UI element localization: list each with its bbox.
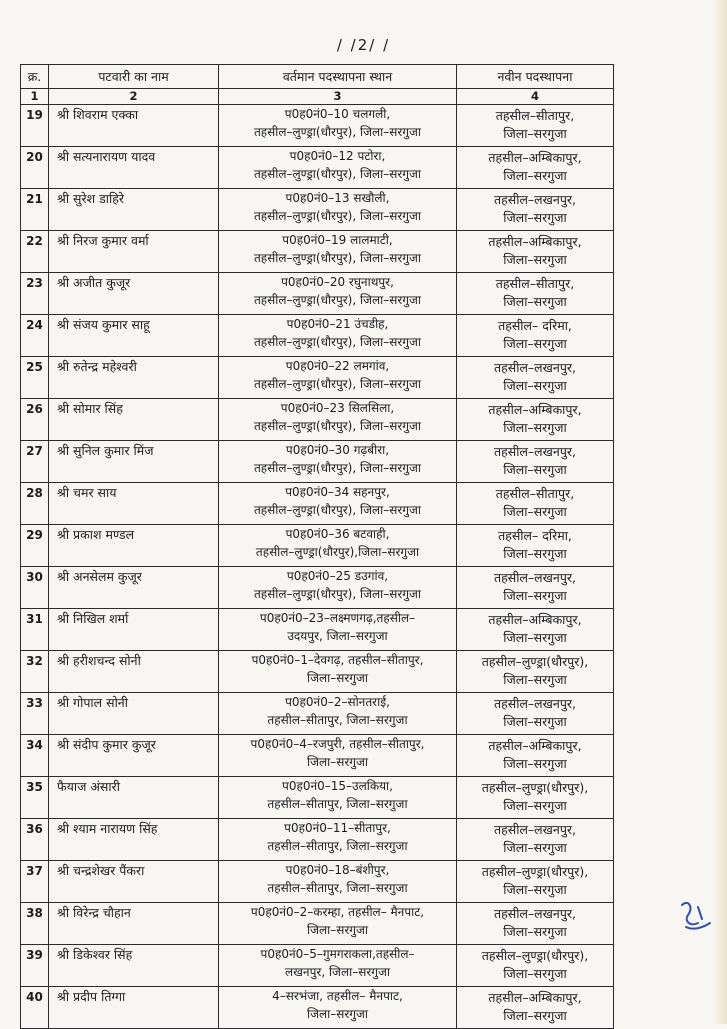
row-patwari-name: श्री गोपाल सोनी xyxy=(49,693,219,735)
new-posting-line1: तहसील– दरिमा, xyxy=(498,528,572,543)
current-posting-line1: प0ह0नं0–2–करम्हा, तहसील– मैनपाट, xyxy=(250,905,425,919)
current-posting-line1: प0ह0नं0–34 सहनपुर, xyxy=(285,485,390,499)
new-posting-line1: तहसील–अम्बिकापुर, xyxy=(488,612,582,627)
current-posting-line2: तहसील–लुण्ड्रा(धौरपुर), जिला–सरगुजा xyxy=(253,503,422,517)
current-posting-line1: 4–सरभंजा, तहसील– मैनपाट, xyxy=(272,989,403,1003)
row-new-posting xyxy=(457,105,614,147)
new-posting-line1: तहसील–सीतापुर, xyxy=(495,108,575,123)
row-current-posting xyxy=(219,735,457,777)
current-posting-line2: उदयपुर, जिला–सरगुजा xyxy=(287,629,388,643)
row-new-posting xyxy=(457,231,614,273)
row-sno: 36 xyxy=(21,819,49,861)
new-posting-line2: जिला–सरगुजा xyxy=(503,672,567,687)
row-new-posting xyxy=(457,651,614,693)
current-posting-line2: तहसील–लुण्ड्रा(धौरपुर), जिला–सरगुजा xyxy=(253,251,422,265)
current-posting-line1: प0ह0नं0–5–गुमगराकला,तहसील– xyxy=(260,947,415,961)
transfer-table-container xyxy=(20,64,613,1029)
row-current-posting xyxy=(219,357,457,399)
new-posting-line1: तहसील–लुण्ड्रा(धौरपुर), xyxy=(481,654,589,669)
row-sno: 21 xyxy=(21,189,49,231)
row-current-posting xyxy=(219,861,457,903)
row-new-posting xyxy=(457,735,614,777)
current-posting-line1: प0ह0नं0–19 लालमाटी, xyxy=(282,233,393,247)
signature-mark xyxy=(676,897,716,937)
table-row xyxy=(21,651,614,693)
current-posting-line2: लखनपुर, जिला–सरगुजा xyxy=(284,965,390,979)
current-posting-line2: तहसील–लुण्ड्रा(धौरपुर), जिला–सरगुजा xyxy=(253,293,422,307)
current-posting-line2: जिला–सरगुजा xyxy=(306,755,369,769)
new-posting-line2: जिला–सरगुजा xyxy=(503,588,567,603)
transfer-table xyxy=(20,64,614,1029)
table-row xyxy=(21,399,614,441)
row-sno: 20 xyxy=(21,147,49,189)
current-posting-line2: तहसील–सीतापुर, जिला–सरगुजा xyxy=(267,839,408,853)
current-posting-line1: प0ह0नं0–2–सोनतराई, xyxy=(285,695,390,709)
row-sno: 25 xyxy=(21,357,49,399)
new-posting-line2: जिला–सरगुजा xyxy=(503,210,567,225)
new-posting-line2: जिला–सरगुजा xyxy=(503,126,567,141)
row-sno: 22 xyxy=(21,231,49,273)
row-patwari-name: श्री शिवराम एक्का xyxy=(49,105,219,147)
new-posting-line1: तहसील–सीतापुर, xyxy=(495,486,575,501)
row-sno: 38 xyxy=(21,903,49,945)
new-posting-line1: तहसील–अम्बिकापुर, xyxy=(488,990,582,1005)
new-posting-line1: तहसील–अम्बिकापुर, xyxy=(488,234,582,249)
new-posting-line2: जिला–सरगुजा xyxy=(503,462,567,477)
new-posting-line1: तहसील–लखनपुर, xyxy=(494,444,576,459)
row-current-posting xyxy=(219,189,457,231)
new-posting-line1: तहसील–सीतापुर, xyxy=(495,276,575,291)
row-sno: 19 xyxy=(21,105,49,147)
new-posting-line2: जिला–सरगुजा xyxy=(503,378,567,393)
row-current-posting xyxy=(219,819,457,861)
current-posting-line1: प0ह0नं0–10 चलगली, xyxy=(284,107,391,121)
header-current-posting: वर्तमान पदस्थापना स्थान xyxy=(219,65,457,89)
current-posting-line1: प0ह0नं0–12 पटोरा, xyxy=(289,149,386,163)
table-row xyxy=(21,273,614,315)
row-new-posting xyxy=(457,273,614,315)
row-patwari-name: श्री संदीप कुमार कुजूर xyxy=(49,735,219,777)
row-patwari-name: श्री संजय कुमार साहू xyxy=(49,315,219,357)
row-patwari-name: फैयाज अंसारी xyxy=(49,777,219,819)
header-row xyxy=(21,65,614,89)
row-new-posting xyxy=(457,903,614,945)
current-posting-line2: तहसील–लुण्ड्रा(धौरपुर), जिला–सरगुजा xyxy=(253,209,422,223)
row-current-posting xyxy=(219,105,457,147)
header-number-3: 3 xyxy=(219,89,457,105)
table-row xyxy=(21,525,614,567)
row-new-posting xyxy=(457,987,614,1029)
new-posting-line2: जिला–सरगुजा xyxy=(503,714,567,729)
new-posting-line1: तहसील–लखनपुर, xyxy=(494,570,576,585)
row-new-posting xyxy=(457,189,614,231)
table-row xyxy=(21,189,614,231)
row-current-posting xyxy=(219,483,457,525)
current-posting-line2: तहसील–सीतापुर, जिला–सरगुजा xyxy=(267,881,408,895)
table-row xyxy=(21,441,614,483)
new-posting-line2: जिला–सरगुजा xyxy=(503,840,567,855)
current-posting-line2: जिला–सरगुजा xyxy=(306,923,369,937)
row-current-posting xyxy=(219,609,457,651)
new-posting-line2: जिला–सरगुजा xyxy=(503,168,567,183)
row-sno: 40 xyxy=(21,987,49,1029)
current-posting-line1: प0ह0नं0–22 लमगांव, xyxy=(285,359,390,373)
current-posting-line2: तहसील–लुण्ड्रा(धौरपुर),जिला–सरगुजा xyxy=(255,545,420,559)
new-posting-line2: जिला–सरगुजा xyxy=(503,630,567,645)
current-posting-line1: प0ह0नं0–15–उलकिया, xyxy=(282,779,393,793)
row-sno: 34 xyxy=(21,735,49,777)
new-posting-line1: तहसील–लुण्ड्रा(धौरपुर), xyxy=(481,948,589,963)
current-posting-line1: प0ह0नं0–23–लक्ष्मणगढ़,तहसील– xyxy=(259,611,416,625)
current-posting-line1: प0ह0नं0–13 सखौली, xyxy=(285,191,390,205)
row-sno: 39 xyxy=(21,945,49,987)
new-posting-line2: जिला–सरगुजा xyxy=(503,756,567,771)
row-current-posting xyxy=(219,987,457,1029)
row-current-posting xyxy=(219,777,457,819)
row-sno: 31 xyxy=(21,609,49,651)
row-sno: 26 xyxy=(21,399,49,441)
current-posting-line1: प0ह0नं0–25 डउगांव, xyxy=(286,569,389,583)
current-posting-line2: तहसील–सीतापुर, जिला–सरगुजा xyxy=(267,797,408,811)
row-patwari-name: श्री श्याम नारायण सिंह xyxy=(49,819,219,861)
row-new-posting xyxy=(457,525,614,567)
row-sno: 29 xyxy=(21,525,49,567)
row-new-posting xyxy=(457,399,614,441)
new-posting-line1: तहसील–लखनपुर, xyxy=(494,822,576,837)
row-new-posting xyxy=(457,945,614,987)
current-posting-line1: प0ह0नं0–20 रघुनाथपुर, xyxy=(281,275,394,289)
current-posting-line2: तहसील–लुण्ड्रा(धौरपुर), जिला–सरगुजा xyxy=(253,419,422,433)
row-current-posting xyxy=(219,693,457,735)
header-number-4: 4 xyxy=(457,89,614,105)
row-current-posting xyxy=(219,273,457,315)
current-posting-line2: तहसील–सीतापुर, जिला–सरगुजा xyxy=(267,713,408,727)
row-sno: 35 xyxy=(21,777,49,819)
row-patwari-name: श्री चन्द्रशेखर पैंकरा xyxy=(49,861,219,903)
row-new-posting xyxy=(457,609,614,651)
header-number-2: 2 xyxy=(49,89,219,105)
row-patwari-name: श्री सुरेश डाहिरे xyxy=(49,189,219,231)
new-posting-line2: जिला–सरगुजा xyxy=(503,420,567,435)
row-patwari-name: श्री निरज कुमार वर्मा xyxy=(49,231,219,273)
row-current-posting xyxy=(219,231,457,273)
new-posting-line1: तहसील–लखनपुर, xyxy=(494,906,576,921)
row-current-posting xyxy=(219,525,457,567)
current-posting-line1: प0ह0नं0–4–रजपुरी, तहसील–सीतापुर, xyxy=(250,737,425,751)
new-posting-line1: तहसील–लुण्ड्रा(धौरपुर), xyxy=(481,864,589,879)
row-patwari-name: श्री सोमार सिंह xyxy=(49,399,219,441)
current-posting-line1: प0ह0नं0–23 सिलसिला, xyxy=(280,401,395,415)
current-posting-line2: तहसील–लुण्ड्रा(धौरपुर), जिला–सरगुजा xyxy=(253,167,422,181)
row-new-posting xyxy=(457,819,614,861)
row-sno: 30 xyxy=(21,567,49,609)
current-posting-line2: तहसील–लुण्ड्रा(धौरपुर), जिला–सरगुजा xyxy=(253,377,422,391)
current-posting-line2: जिला–सरगुजा xyxy=(306,671,369,685)
row-new-posting xyxy=(457,147,614,189)
new-posting-line2: जिला–सरगुजा xyxy=(503,924,567,939)
row-patwari-name: श्री रुतेन्द्र महेश्वरी xyxy=(49,357,219,399)
row-patwari-name: श्री प्रकाश मण्डल xyxy=(49,525,219,567)
row-sno: 32 xyxy=(21,651,49,693)
row-current-posting xyxy=(219,903,457,945)
row-current-posting xyxy=(219,945,457,987)
current-posting-line1: प0ह0नं0–1–देवगढ़, तहसील–सीतापुर, xyxy=(251,653,424,667)
table-row xyxy=(21,231,614,273)
row-new-posting xyxy=(457,315,614,357)
table-row xyxy=(21,777,614,819)
new-posting-line1: तहसील–लुण्ड्रा(धौरपुर), xyxy=(481,780,589,795)
row-new-posting xyxy=(457,357,614,399)
row-patwari-name: श्री डिकेश्वर सिंह xyxy=(49,945,219,987)
new-posting-line1: तहसील–लखनपुर, xyxy=(494,192,576,207)
row-sno: 28 xyxy=(21,483,49,525)
table-row xyxy=(21,609,614,651)
row-current-posting xyxy=(219,567,457,609)
table-row xyxy=(21,903,614,945)
current-posting-line1: प0ह0नं0–21 उंचडीह, xyxy=(286,317,389,331)
table-row xyxy=(21,147,614,189)
new-posting-line1: तहसील–लखनपुर, xyxy=(494,696,576,711)
row-sno: 37 xyxy=(21,861,49,903)
header-number-1: 1 xyxy=(21,89,49,105)
header-name: पटवारी का नाम xyxy=(49,65,219,89)
row-patwari-name: श्री विरेन्द्र चौहान xyxy=(49,903,219,945)
new-posting-line1: तहसील– दरिमा, xyxy=(498,318,572,333)
row-new-posting xyxy=(457,567,614,609)
row-patwari-name: श्री निखिल शर्मा xyxy=(49,609,219,651)
table-row xyxy=(21,357,614,399)
header-sno: क्र. xyxy=(21,65,49,89)
new-posting-line2: जिला–सरगुजा xyxy=(503,798,567,813)
table-row xyxy=(21,987,614,1029)
table-row xyxy=(21,693,614,735)
row-patwari-name: श्री हरीशचन्द सोनी xyxy=(49,651,219,693)
current-posting-line1: प0ह0नं0–30 गढ़बीरा, xyxy=(285,443,390,457)
row-sno: 23 xyxy=(21,273,49,315)
row-sno: 24 xyxy=(21,315,49,357)
row-current-posting xyxy=(219,315,457,357)
row-patwari-name: श्री प्रदीप तिग्गा xyxy=(49,987,219,1029)
table-row xyxy=(21,735,614,777)
row-patwari-name: श्री अनसेलम कुजूर xyxy=(49,567,219,609)
table-row xyxy=(21,315,614,357)
row-current-posting xyxy=(219,651,457,693)
row-current-posting xyxy=(219,147,457,189)
row-sno: 27 xyxy=(21,441,49,483)
table-row xyxy=(21,567,614,609)
new-posting-line2: जिला–सरगुजा xyxy=(503,504,567,519)
new-posting-line2: जिला–सरगुजा xyxy=(503,336,567,351)
current-posting-line2: जिला–सरगुजा xyxy=(306,1007,369,1021)
table-row xyxy=(21,105,614,147)
page-number: / /2/ / xyxy=(336,36,391,54)
row-patwari-name: श्री सुनिल कुमार मिंज xyxy=(49,441,219,483)
new-posting-line2: जिला–सरगुजा xyxy=(503,966,567,981)
new-posting-line2: जिला–सरगुजा xyxy=(503,252,567,267)
row-new-posting xyxy=(457,777,614,819)
row-current-posting xyxy=(219,441,457,483)
table-row xyxy=(21,945,614,987)
table-body xyxy=(21,105,614,1029)
table-header xyxy=(21,65,614,105)
row-new-posting xyxy=(457,693,614,735)
paper-edge-shading xyxy=(713,0,727,1024)
current-posting-line2: तहसील–लुण्ड्रा(धौरपुर), जिला–सरगुजा xyxy=(253,461,422,475)
new-posting-line2: जिला–सरगुजा xyxy=(503,882,567,897)
new-posting-line2: जिला–सरगुजा xyxy=(503,1008,567,1023)
table-row xyxy=(21,483,614,525)
header-number-row xyxy=(21,89,614,105)
new-posting-line1: तहसील–अम्बिकापुर, xyxy=(488,150,582,165)
row-patwari-name: श्री अजीत कुजूर xyxy=(49,273,219,315)
current-posting-line1: प0ह0नं0–18–बंशीपुर, xyxy=(285,863,390,877)
current-posting-line1: प0ह0नं0–11–सीतापुर, xyxy=(284,821,391,835)
row-new-posting xyxy=(457,861,614,903)
current-posting-line2: तहसील–लुण्ड्रा(धौरपुर), जिला–सरगुजा xyxy=(253,125,422,139)
row-new-posting xyxy=(457,441,614,483)
new-posting-line1: तहसील–अम्बिकापुर, xyxy=(488,402,582,417)
current-posting-line1: प0ह0नं0–36 बटवाही, xyxy=(285,527,390,541)
row-current-posting xyxy=(219,399,457,441)
header-new-posting: नवीन पदस्थापना xyxy=(457,65,614,89)
table-row xyxy=(21,819,614,861)
new-posting-line2: जिला–सरगुजा xyxy=(503,294,567,309)
current-posting-line2: तहसील–लुण्ड्रा(धौरपुर), जिला–सरगुजा xyxy=(253,587,422,601)
new-posting-line1: तहसील–अम्बिकापुर, xyxy=(488,738,582,753)
row-patwari-name: श्री चमर साय xyxy=(49,483,219,525)
new-posting-line1: तहसील–लखनपुर, xyxy=(494,360,576,375)
table-row xyxy=(21,861,614,903)
row-sno: 33 xyxy=(21,693,49,735)
row-new-posting xyxy=(457,483,614,525)
row-patwari-name: श्री सत्यनारायण यादव xyxy=(49,147,219,189)
new-posting-line2: जिला–सरगुजा xyxy=(503,546,567,561)
current-posting-line2: तहसील–लुण्ड्रा(धौरपुर), जिला–सरगुजा xyxy=(253,335,422,349)
